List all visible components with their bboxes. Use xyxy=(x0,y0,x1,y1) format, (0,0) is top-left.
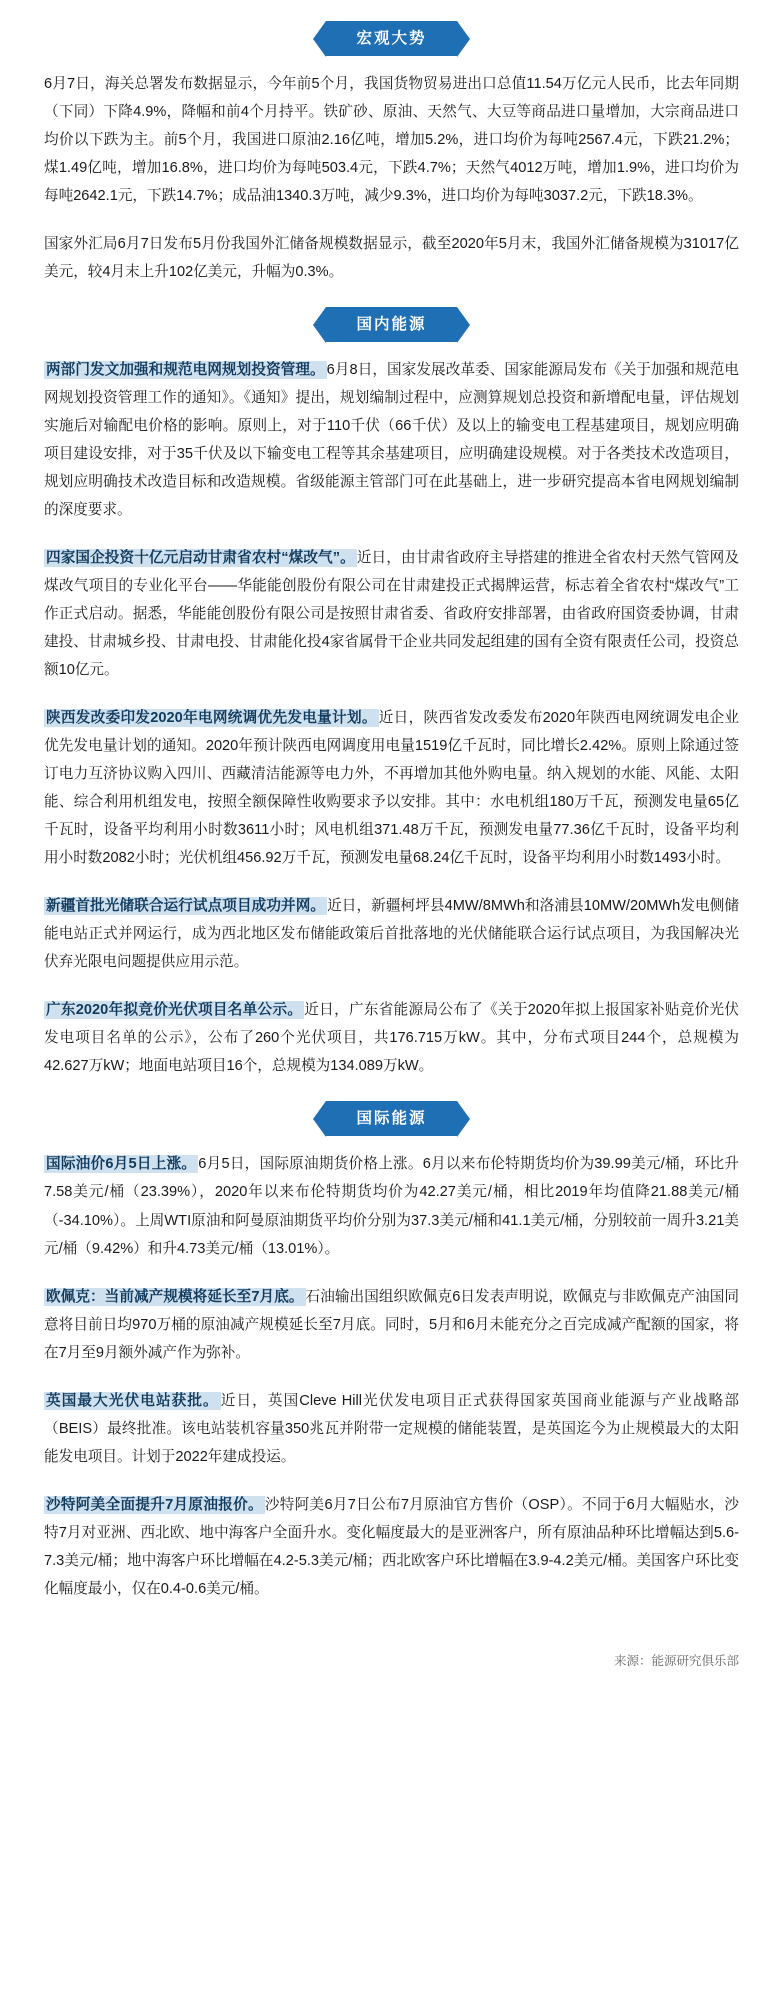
paragraph xyxy=(44,70,739,210)
section-banner-macro xyxy=(44,26,739,48)
paragraph-lead: 沙特阿美全面提升7月原油报价。 xyxy=(46,1496,263,1513)
paragraph-lead: 两部门发文加强和规范电网规划投资管理。 xyxy=(46,362,325,379)
paragraph-text: 石油输出国组织欧佩克6日发表声明说，欧佩克与非欧佩克产油国同意将目前日均970万桶的原油减产规模延长至7月底。同时，5月和6月未能充分之百完成减产配额的国家，将在7月至9月额外减产作为弥补。 xyxy=(44,1288,739,1361)
paragraph xyxy=(44,704,739,872)
banner-wrap xyxy=(326,1106,456,1128)
paragraph xyxy=(44,230,739,286)
paragraph xyxy=(44,1387,739,1471)
paragraph xyxy=(44,892,739,976)
paragraph-text: 6月5日，国际原油期货价格上涨。6月以来布伦特期货均价为39.99美元/桶，环比升7.58美元/桶（23.39%），2020年以来布伦特期货均价为42.27美元/桶，相比2019年均值降21.88美元/桶（-34.10%）。上周WTI原油和阿曼原油期货平均价分别为37.3美元/桶和41.1美元/桶，分别较前一周升3.21美元/桶（9.42%）和升4.73美元/桶（13.01%）。 xyxy=(44,1156,739,1257)
paragraph-lead: 欧佩克：当前减产规模将延长至7月底。 xyxy=(46,1288,304,1305)
source-footer: 来源：能源研究俱乐部 xyxy=(613,1653,739,1668)
section-banner-domestic xyxy=(44,312,739,334)
paragraph xyxy=(44,1283,739,1367)
paragraph xyxy=(44,1150,739,1262)
paragraph xyxy=(44,1491,739,1603)
paragraph-text: 沙特阿美6月7日公布7月原油官方售价（OSP）。不同于6月大幅贴水，沙特7月对亚洲、西北欧、地中海客户全面升水。变化幅度最大的是亚洲客户，所有原油品种环比增幅达到5.6-7.3美元/桶；地中海客户环比增幅在4.2-5.3美元/桶；西北欧客户环比增幅在3.9-4.2美元/桶。美国客户环比变化幅度最小，仅在0.4-0.6美元/桶。 xyxy=(44,1496,739,1597)
section-title-international: 国际能源 xyxy=(326,1101,456,1136)
paragraph-text: 近日，由甘肃省政府主导搭建的推进全省农村天然气管网及煤改气项目的专业化平台——华能能创股份有限公司在甘肃建投正式揭牌运营，标志着全省农村“煤改气”工作正式启动。据悉，华能能创股份有限公司是按照甘肃省委、省政府安排部署，由省政府国资委协调，甘肃建投、甘肃城乡投、甘肃电投、甘肃能化投4家省属骨干企业共同发起组建的国有全资有限责任公司，投资总额10亿元。 xyxy=(44,550,739,679)
paragraph-lead: 国际油价6月5日上涨。 xyxy=(46,1156,197,1173)
paragraph-text: 6月8日，国家发展改革委、国家能源局发布《关于加强和规范电网规划投资管理工作的通知》。《通知》提出，规划编制过程中，应测算规划总投资和新增配电量，评估规划实施后对输配电价格的影响。原则上，对于110千伏（66千伏）及以上的输变电工程基建项目，规划应明确项目建设安排，对于35千伏及以下输变电工程等其余基建项目，应明确建设规模。对于各类技术改造项目，规划应明确技术改造目标和改造规模。省级能源主管部门可在此基础上，进一步研究提高本省电网规划编制的深度要求。 xyxy=(44,362,739,519)
section-title-domestic: 国内能源 xyxy=(326,307,456,342)
paragraph-text: 近日，英国Cleve Hill光伏发电项目正式获得国家英国商业能源与产业战略部（BEIS）最终批准。该电站装机容量350兆瓦并附带一定规模的储能装置，是英国迄今为止规模最大的太阳能发电项目。计划于2022年建成投运。 xyxy=(44,1392,739,1465)
paragraph-text: 国家外汇局6月7日发布5月份我国外汇储备规模数据显示，截至2020年5月末，我国外汇储备规模为31017亿美元，较4月末上升102亿美元，升幅为0.3%。 xyxy=(44,236,739,281)
paragraph xyxy=(44,356,739,524)
paragraph-lead: 新疆首批光储联合运行试点项目成功并网。 xyxy=(46,898,326,915)
paragraph xyxy=(44,544,739,684)
section-banner-international xyxy=(44,1106,739,1128)
paragraph-lead: 四家国企投资十亿元启动甘肃省农村“煤改气”。 xyxy=(46,550,355,567)
banner-wrap xyxy=(326,26,456,48)
paragraph-text: 6月7日，海关总署发布数据显示，今年前5个月，我国货物贸易进出口总值11.54万亿元人民币，比去年同期（下同）下降4.9%，降幅和前4个月持平。铁矿砂、原油、天然气、大豆等商品进口量增加，大宗商品进口均价以下跌为主。前5个月，我国进口原油2.16亿吨，增加5.2%，进口均价为每吨2567.4元，下跌21.2%；煤1.49亿吨，增加16.8%，进口均价为每吨503.4元，下跌4.7%；天然气4012万吨，增加1.9%，进口均价为每吨2642.1元，下跌14.7%；成品油1340.3万吨，减少9.3%，进口均价为每吨3037.2元，下跌18.3%。 xyxy=(44,76,739,205)
paragraph-text: 近日，新疆柯坪县4MW/8MWh和洛浦县10MW/20MWh发电侧储能电站正式并网运行，成为西北地区发布储能政策后首批落地的光伏储能联合运行试点项目，为我国解决光伏弃光限电问题提供应用示范。 xyxy=(44,898,739,971)
paragraph-text: 近日，陕西省发改委发布2020年陕西电网统调发电企业优先发电量计划的通知。2020年预计陕西电网调度用电量1519亿千瓦时，同比增长2.42%。原则上除通过签订电力互济协议购入四川、西藏清洁能源等电力外，不再增加其他外购电量。纳入规划的水能、风能、太阳能、综合利用机组发电，按照全额保障性收购要求予以安排。其中：水电机组180万千瓦，预测发电量65亿千瓦时，设备平均利用小时数3611小时；风电机组371.48万千瓦，预测发电量77.36亿千瓦时，设备平均利用小时数2082小时；光伏机组456.92万千瓦，预测发电量68.24亿千瓦时，设备平均利用小时数1493小时。 xyxy=(44,710,740,867)
paragraph-lead: 陕西发改委印发2020年电网统调优先发电量计划。 xyxy=(46,710,377,727)
paragraph xyxy=(44,996,739,1080)
paragraph-lead: 英国最大光伏电站获批。 xyxy=(46,1392,219,1409)
paragraph-text: 近日，广东省能源局公布了《关于2020年拟上报国家补贴竞价光伏发电项目名单的公示》，公布了260个光伏项目，共176.715万kW。其中，分布式项目244个，总规模为42.627万kW；地面电站项目16个，总规模为134.089万kW。 xyxy=(44,1002,740,1075)
paragraph-lead: 广东2020年拟竞价光伏项目名单公示。 xyxy=(46,1002,303,1019)
section-title-macro: 宏观大势 xyxy=(326,21,456,56)
banner-wrap xyxy=(326,312,456,334)
